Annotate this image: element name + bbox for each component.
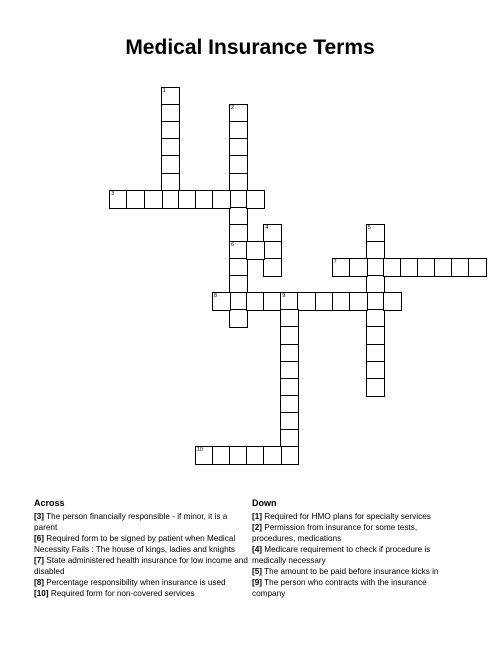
crossword-cell[interactable]: [263, 446, 282, 465]
clue-text: Medicare requirement to check if procedure is medically necessary: [252, 545, 431, 565]
page-title: Medical Insurance Terms: [125, 36, 375, 59]
across-clue: [34, 511, 249, 533]
across-clue: [34, 577, 249, 588]
clue-number: [9]: [252, 578, 263, 587]
cell-number: 9: [282, 293, 286, 300]
clue-text: Permission from insurance for some tests, procedures, medications: [252, 523, 418, 543]
down-clue: [252, 511, 452, 522]
down-clue: [252, 566, 452, 577]
clue-number: [3]: [34, 512, 45, 521]
crossword-cell[interactable]: [383, 292, 402, 311]
crossword-cell[interactable]: [212, 292, 231, 311]
cell-number: 5: [367, 224, 371, 231]
across-clue: [34, 555, 249, 577]
crossword-cell[interactable]: [229, 309, 248, 328]
clue-number: [10]: [34, 589, 49, 598]
across-clue: [34, 533, 249, 555]
clue-text: Required form for non-covered services: [50, 589, 195, 598]
clue-text: The amount to be paid before insurance kicks in: [264, 567, 439, 576]
crossword-cell[interactable]: [212, 190, 231, 209]
across-clues: [34, 498, 249, 599]
clue-text: Percentage responsibility when insurance is used: [46, 578, 226, 587]
clue-text: State administered health insurance for low income and disabled: [34, 556, 248, 576]
clue-number: [2]: [252, 523, 263, 532]
crossword-cell[interactable]: [263, 258, 282, 277]
clue-number: [1]: [252, 512, 263, 521]
clue-text: Required form to be signed by patient when Medical Necessity Fails : The house of kings, ladies and knights: [34, 534, 236, 554]
crossword-cell[interactable]: [366, 378, 385, 397]
cell-number: 3: [111, 190, 115, 197]
cell-number: 4: [265, 224, 269, 231]
clue-number: [5]: [252, 567, 263, 576]
crossword-cell[interactable]: [144, 190, 163, 209]
cell-number: 2: [231, 105, 235, 112]
crossword-cell[interactable]: [349, 292, 368, 311]
cell-number: 1: [162, 88, 166, 94]
down-clues: [252, 498, 452, 599]
down-clue: [252, 522, 452, 544]
clue-text: The person financially responsible - if minor, it is a parent: [34, 512, 228, 532]
cell-number: 8: [213, 293, 217, 300]
across-clue: [34, 588, 249, 599]
crossword-cell[interactable]: [349, 258, 368, 277]
cell-number: 6: [231, 241, 235, 248]
crossword-cell[interactable]: [468, 258, 487, 277]
across-heading: Across: [34, 498, 65, 508]
cell-number: 10: [196, 447, 203, 454]
down-clue: [252, 577, 452, 599]
down-clue: [252, 544, 452, 566]
clue-number: [6]: [34, 534, 45, 543]
crossword-cell[interactable]: [246, 190, 265, 209]
clue-text: The person who contracts with the insurance company: [252, 578, 427, 598]
clue-number: [8]: [34, 578, 45, 587]
clue-text: Required for HMO plans for specialty services: [264, 512, 431, 521]
crossword-cell[interactable]: [280, 446, 299, 465]
clue-number: [7]: [34, 556, 45, 565]
crossword-cell[interactable]: [246, 241, 265, 260]
down-heading: Down: [252, 498, 277, 508]
cell-number: 7: [333, 259, 337, 265]
clue-number: [4]: [252, 545, 263, 554]
